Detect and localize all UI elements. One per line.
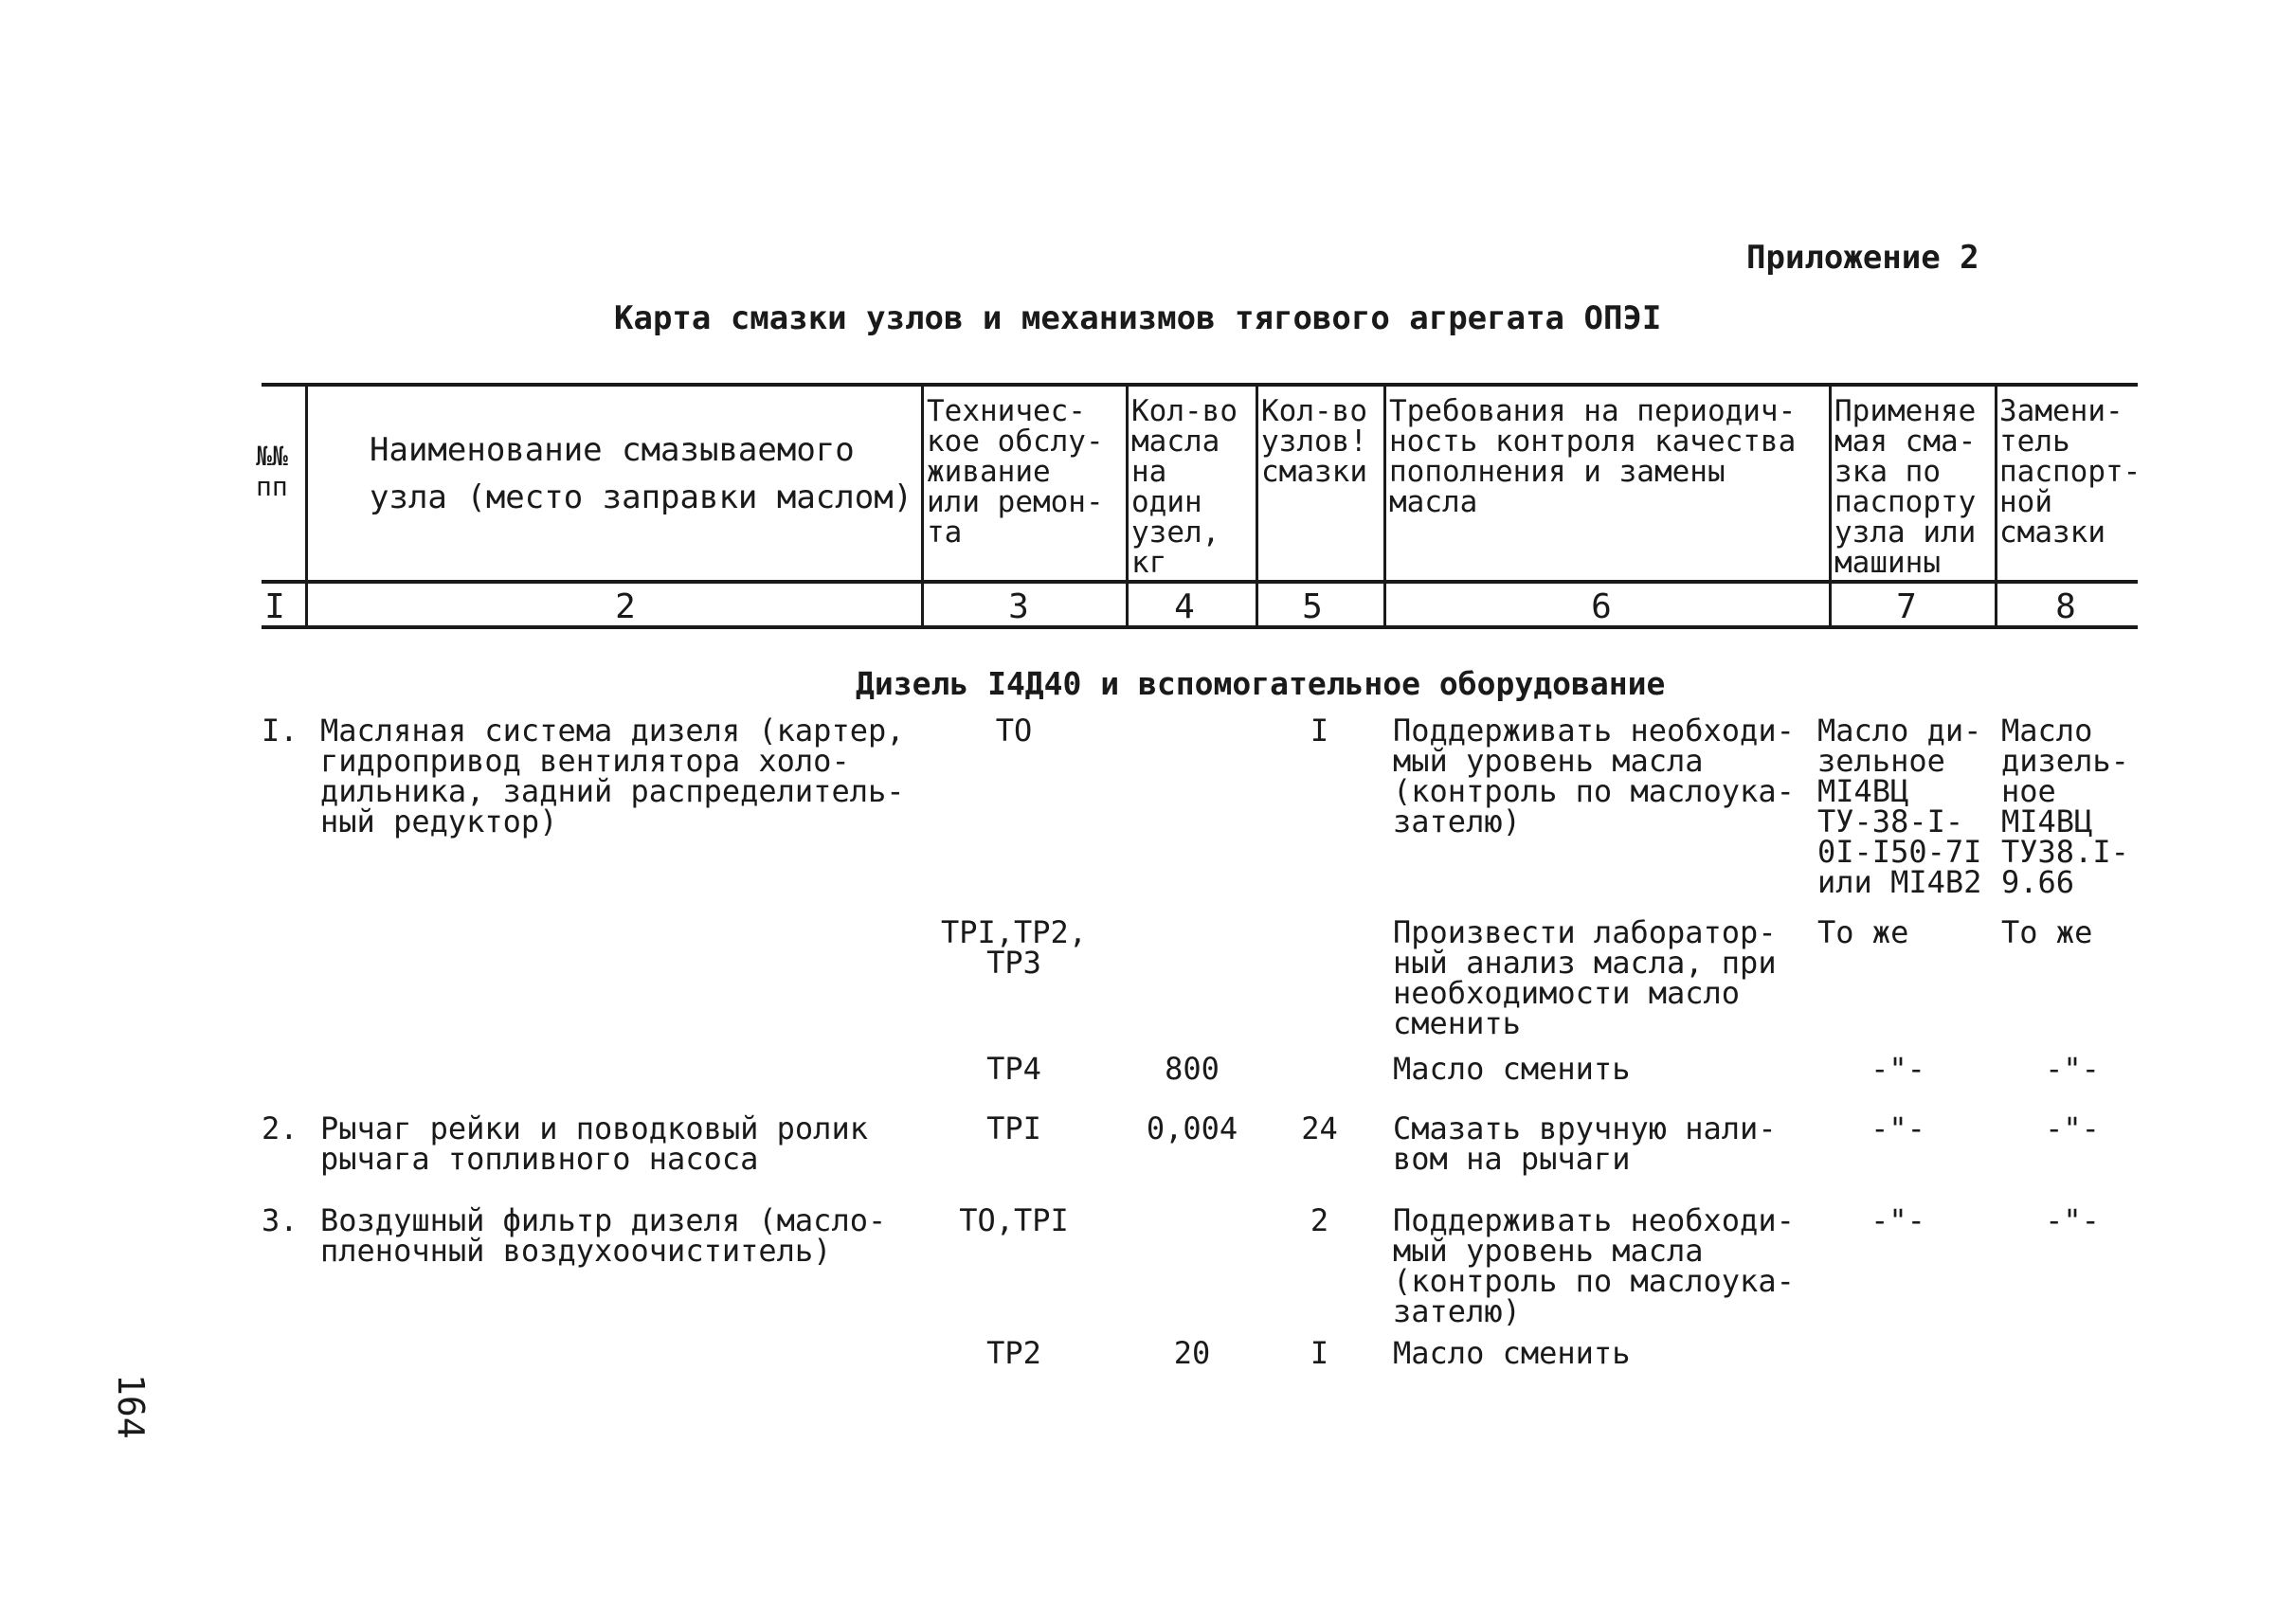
row-1-lub — [1817, 713, 1988, 900]
cell-line: ТР3 — [986, 945, 1041, 981]
row-5-name — [320, 1202, 917, 1269]
row-6-oil — [1126, 1335, 1258, 1371]
cell-line: (контроль по маслоука- — [1393, 1263, 1795, 1299]
column-divider — [1829, 387, 1832, 625]
cell-line: 3. — [262, 1202, 298, 1238]
column-header-line: машины — [1834, 546, 1941, 580]
column-header-line: тель — [1999, 424, 2070, 459]
cell-line: мый уровень масла — [1393, 1233, 1704, 1269]
cell-line: 0I-I50-7I — [1817, 834, 1982, 870]
header-bottom-rule — [262, 580, 2138, 584]
cell-line: Поддерживать необходи- — [1393, 1202, 1795, 1238]
column-number-3: 3 — [1008, 587, 1029, 626]
row-1-name — [320, 715, 917, 837]
row-1-service — [910, 713, 1118, 749]
row-4-req — [1393, 1110, 1829, 1177]
column-header-line: Кол-во — [1261, 394, 1367, 428]
cell-line: ТУ38.I- — [2001, 834, 2129, 870]
row-6-req — [1393, 1335, 1829, 1371]
row-1-sub — [2001, 713, 2143, 900]
row-4-service — [910, 1110, 1118, 1146]
row-2-req — [1393, 914, 1829, 1041]
cell-line: ное — [2001, 773, 2056, 809]
column-header-line: паспорту — [1834, 485, 1977, 519]
column-header-line: ной — [1999, 485, 2052, 519]
row-4-sub — [2001, 1110, 2143, 1146]
column-header-line: паспорт- — [1999, 455, 2141, 489]
cell-line: пленочный воздухоочиститель) — [320, 1233, 832, 1269]
column-number-4: 4 — [1174, 587, 1195, 626]
cell-line: рычага топливного насоса — [320, 1141, 759, 1177]
column-header-6 — [1389, 396, 1796, 517]
column-header-line: узла или — [1834, 515, 1977, 550]
column-header-line: масла — [1131, 424, 1220, 459]
cell-line: -"- — [2045, 1202, 2100, 1238]
row-2-lub — [1817, 914, 1988, 950]
column-header-2 — [370, 426, 913, 521]
column-divider — [1995, 387, 1997, 625]
column-number-6: 6 — [1591, 587, 1612, 626]
cell-line: ТРI,ТР2, — [940, 914, 1088, 950]
column-header-line: Применяе — [1834, 394, 1977, 428]
cell-line: ТР2 — [986, 1335, 1041, 1371]
column-number-5: 5 — [1302, 587, 1323, 626]
row-6-service — [910, 1335, 1118, 1371]
cell-line: I. — [262, 713, 298, 749]
row-4-num — [262, 1110, 314, 1146]
cell-line: гидропривод вентилятора холо- — [320, 743, 850, 779]
row-3-oil — [1126, 1051, 1258, 1087]
cell-line: МI4ВЦ — [2001, 803, 2093, 839]
cell-line: 2. — [262, 1110, 298, 1146]
cell-line: Масло сменить — [1393, 1051, 1631, 1087]
row-2-sub — [2001, 914, 2143, 950]
cell-line: -"- — [2045, 1051, 2100, 1087]
cell-line: (контроль по маслоука- — [1393, 773, 1795, 809]
cell-line: МI4ВЦ — [1817, 773, 1909, 809]
column-header-3 — [927, 396, 1104, 548]
section-heading: Дизель I4Д40 и вспомогательное оборудование — [856, 665, 1666, 702]
row-5-lub — [1817, 1202, 1979, 1238]
cell-line: 24 — [1301, 1110, 1338, 1146]
row-6-units — [1256, 1335, 1383, 1371]
column-header-line: ность контроля качества — [1389, 424, 1797, 459]
row-5-sub — [2001, 1202, 2143, 1238]
cell-line: или МI4В2 — [1817, 864, 1982, 900]
column-number-8: 8 — [2055, 587, 2076, 626]
cell-line: -"- — [2045, 1110, 2100, 1146]
column-header-8 — [1999, 396, 2141, 548]
column-header-line: смазки — [1999, 515, 2105, 550]
column-divider — [1383, 387, 1386, 625]
column-header-line: узлов! — [1261, 424, 1367, 459]
column-header-line: масла — [1389, 485, 1478, 519]
row-5-req — [1393, 1202, 1829, 1329]
cell-line: Смазать вручную нали- — [1393, 1110, 1777, 1146]
column-header-line: или ремон- — [927, 485, 1104, 519]
column-number-1: I — [264, 587, 285, 626]
column-header-line: та — [927, 515, 963, 550]
row-5-units — [1256, 1202, 1383, 1238]
cell-line: -"- — [1870, 1051, 1925, 1087]
cell-line: ТР4 — [986, 1051, 1041, 1087]
cell-line: ный анализ масла, при — [1393, 945, 1777, 981]
row-4-lub — [1817, 1110, 1979, 1146]
row-4-units — [1256, 1110, 1383, 1146]
cell-line: I — [1310, 1335, 1329, 1371]
cell-line: ТУ-38-I- — [1817, 803, 1964, 839]
column-header-7 — [1834, 396, 1976, 578]
table-top-rule — [262, 383, 2138, 387]
column-header-line: узел, — [1131, 515, 1220, 550]
column-header-line: один — [1131, 485, 1202, 519]
cell-line: ТРI — [986, 1110, 1041, 1146]
cell-line: Масло сменить — [1393, 1335, 1631, 1371]
column-header-line: смазки — [1261, 455, 1367, 489]
cell-line: ТО — [995, 713, 1033, 749]
column-header-line: Замени- — [1999, 394, 2123, 428]
cell-line: Масло — [2001, 713, 2093, 749]
cell-line: Рычаг рейки и поводковый ролик — [320, 1110, 868, 1146]
row-5-num — [262, 1202, 314, 1238]
column-header-line: живание — [927, 455, 1051, 489]
column-header-line: №№ — [256, 441, 288, 472]
column-header-line: Наименование смазываемого — [370, 431, 855, 469]
row-3-service — [910, 1051, 1118, 1087]
cell-line: мый уровень масла — [1393, 743, 1704, 779]
column-header-1 — [256, 442, 288, 502]
column-header-4 — [1131, 396, 1238, 578]
cell-line: вом на рычаги — [1393, 1141, 1631, 1177]
column-number-7: 7 — [1896, 587, 1917, 626]
column-header-line: пополнения и замены — [1389, 455, 1726, 489]
column-header-line: Техничес- — [927, 394, 1086, 428]
cell-line: 20 — [1173, 1335, 1211, 1371]
row-4-name — [320, 1110, 917, 1177]
row-5-service — [910, 1202, 1118, 1238]
column-divider — [921, 387, 924, 625]
column-header-line: на — [1131, 455, 1167, 489]
cell-line: То же — [1817, 914, 1909, 950]
column-header-5 — [1261, 396, 1367, 487]
row-4-oil — [1126, 1110, 1258, 1146]
cell-line: Произвести лаборатор- — [1393, 914, 1777, 950]
column-header-line: Кол-во — [1131, 394, 1238, 428]
column-header-line: зка по — [1834, 455, 1941, 489]
cell-line: 9.66 — [2001, 864, 2075, 900]
page-number: 164 — [110, 1374, 152, 1439]
cell-line: сменить — [1393, 1005, 1521, 1041]
cell-line: Поддерживать необходи- — [1393, 713, 1795, 749]
cell-line: зателю) — [1393, 1293, 1521, 1329]
cell-line: необходимости масло — [1393, 975, 1741, 1011]
cell-line: 0,004 — [1146, 1110, 1238, 1146]
row-3-req — [1393, 1051, 1829, 1087]
cell-line: 800 — [1165, 1051, 1220, 1087]
column-header-line: мая сма- — [1834, 424, 1977, 459]
column-header-line: пп — [256, 471, 288, 502]
cell-line: дильника, задний распределитель- — [320, 773, 905, 809]
row-1-units — [1256, 713, 1383, 749]
cell-line: -"- — [1870, 1110, 1925, 1146]
cell-line: То же — [2001, 914, 2093, 950]
row-1-num — [262, 713, 314, 749]
row-1-req — [1393, 715, 1829, 837]
column-header-line: кое обслу- — [927, 424, 1104, 459]
cell-line: Воздушный фильтр дизеля (масло- — [320, 1202, 887, 1238]
cell-line: ТО,ТРI — [959, 1202, 1069, 1238]
column-header-line: узла (место заправки маслом) — [370, 478, 913, 516]
cell-line: зельное — [1817, 743, 1945, 779]
cell-line: Масло ди- — [1817, 713, 1982, 749]
column-divider — [1256, 387, 1258, 625]
row-2-service — [910, 914, 1118, 981]
cell-line: дизель- — [2001, 743, 2129, 779]
column-header-line: кг — [1131, 546, 1167, 580]
cell-line: Масляная система дизеля (картер, — [320, 713, 905, 749]
cell-line: I — [1310, 713, 1329, 749]
cell-line: -"- — [1870, 1202, 1925, 1238]
cell-line: зателю) — [1393, 803, 1521, 839]
cell-line: ный редуктор) — [320, 803, 558, 839]
row-3-sub — [2001, 1051, 2143, 1087]
column-header-line: Требования на периодич- — [1389, 394, 1797, 428]
row-3-lub — [1817, 1051, 1979, 1087]
column-number-2: 2 — [615, 587, 636, 626]
page-title: Карта смазки узлов и механизмов тягового агрегата ОПЭI — [614, 299, 1662, 337]
cell-line: 2 — [1310, 1202, 1329, 1238]
appendix-label: Приложение 2 — [1746, 239, 1979, 277]
column-divider — [1126, 387, 1129, 625]
